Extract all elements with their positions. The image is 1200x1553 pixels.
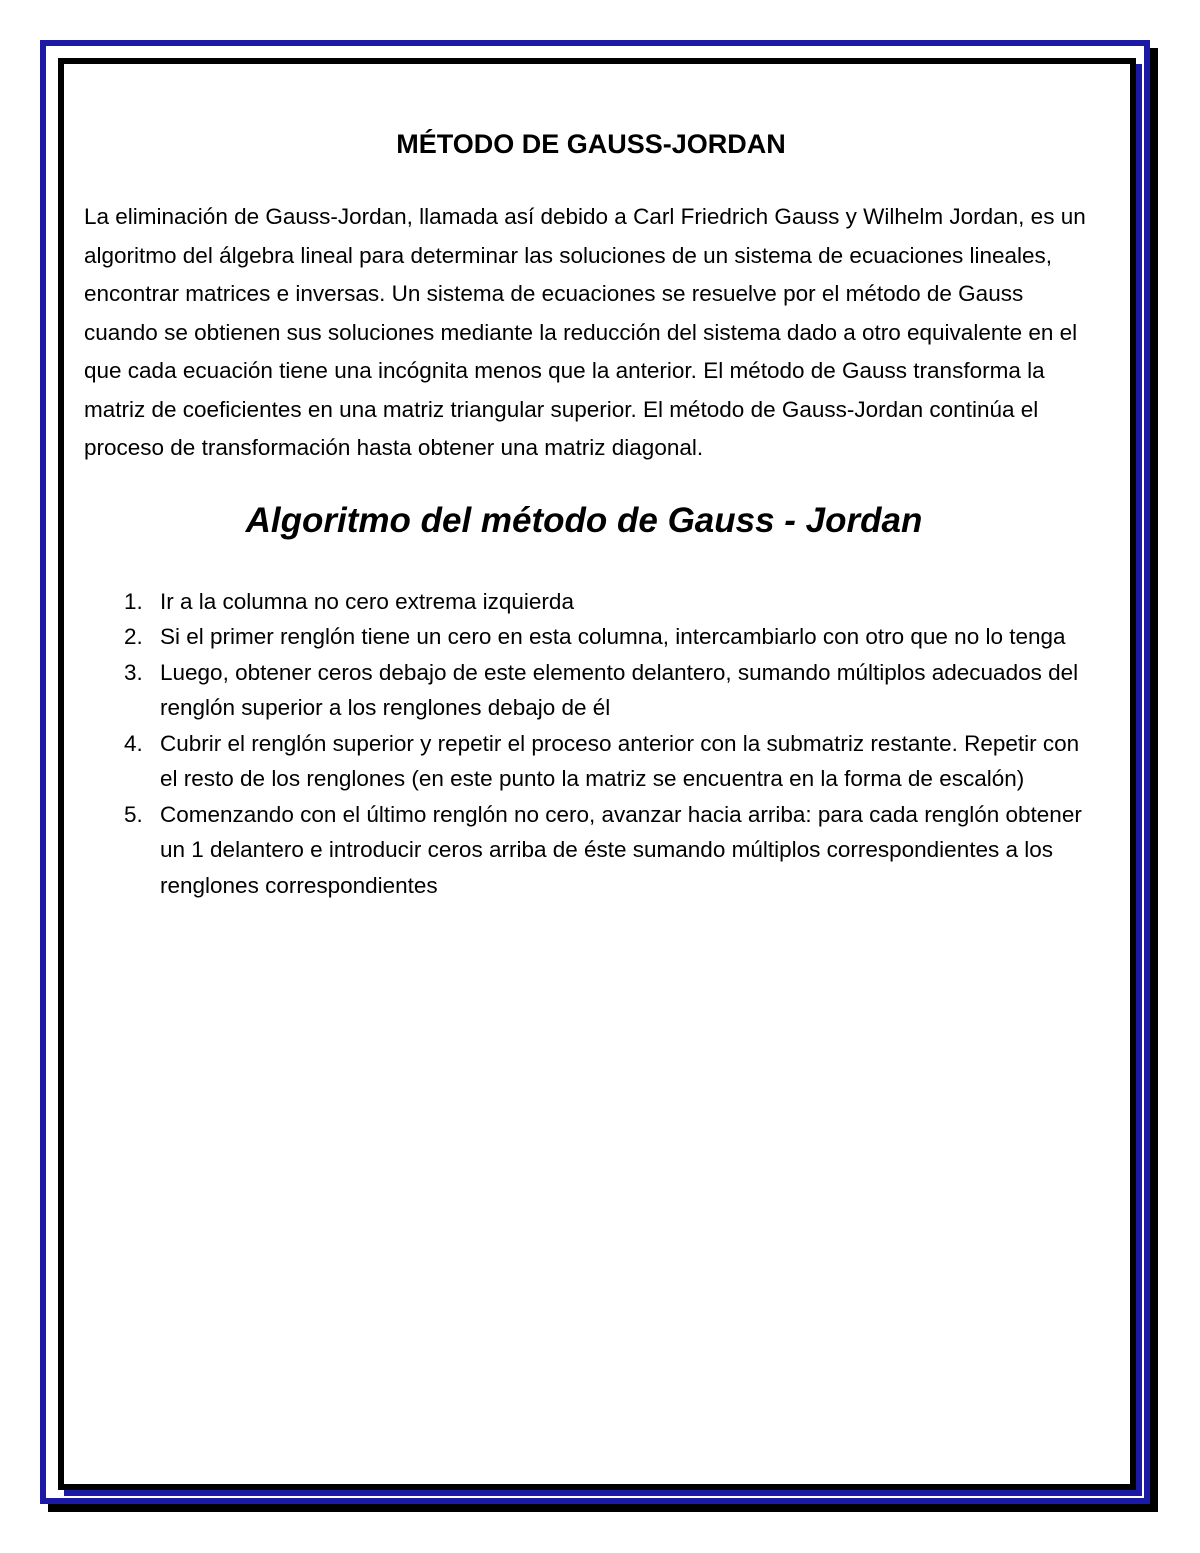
step-item — [124, 655, 1094, 726]
step-text: Luego, obtener ceros debajo de este elemento delantero, sumando múltiplos adecuados del renglón superior a los renglones debajo de él — [160, 659, 1079, 720]
step-number: 2. — [124, 624, 143, 649]
step-item — [124, 726, 1094, 797]
document-content — [84, 124, 1094, 903]
intro-paragraph: La eliminación de Gauss-Jordan, llamada así debido a Carl Friedrich Gauss y Wilhelm Jordan, es un algoritmo del álgebra lineal para determinar las soluciones de un sistema de ecuaciones lineales, encontrar matrices e inversas. Un sistema de ecuaciones se resuelve por el método de Gauss cuando se obtienen sus soluciones mediante la reducción del sistema dado a otro equivalente en el que cada ecuación tiene una incógnita menos que la anterior. El método de Gauss transforma la matriz de coeficientes en una matriz triangular superior. El método de Gauss-Jordan continúa el proceso de transformación hasta obtener una matriz diagonal. — [84, 204, 1086, 460]
step-number: 5. — [124, 801, 143, 827]
step-text: Si el primer renglón tiene un cero en esta columna, intercambiarlo con otro que no lo tenga — [160, 624, 1066, 649]
step-item — [124, 584, 1094, 620]
step-text: Cubrir el renglón superior y repetir el proceso anterior con la submatriz restante. Repetir con el resto de los renglones (en este punto la matriz se encuentra en la forma de escalón) — [160, 730, 1080, 791]
step-item — [124, 797, 1094, 904]
step-number: 3. — [124, 659, 143, 685]
step-number: 1. — [124, 588, 143, 614]
algorithm-steps-list — [84, 584, 1094, 904]
document-title: MÉTODO DE GAUSS-JORDAN — [396, 129, 786, 159]
step-number: 4. — [124, 730, 143, 756]
step-item — [124, 619, 1094, 655]
section-title: Algoritmo del método de Gauss - Jordan — [245, 500, 923, 540]
step-text: Ir a la columna no cero extrema izquierda — [160, 588, 574, 614]
step-text: Comenzando con el último renglón no cero, avanzar hacia arriba: para cada renglón obtener un 1 delantero e introducir ceros arriba de éste sumando múltiplos correspondientes a los renglones correspondientes — [160, 801, 1082, 898]
